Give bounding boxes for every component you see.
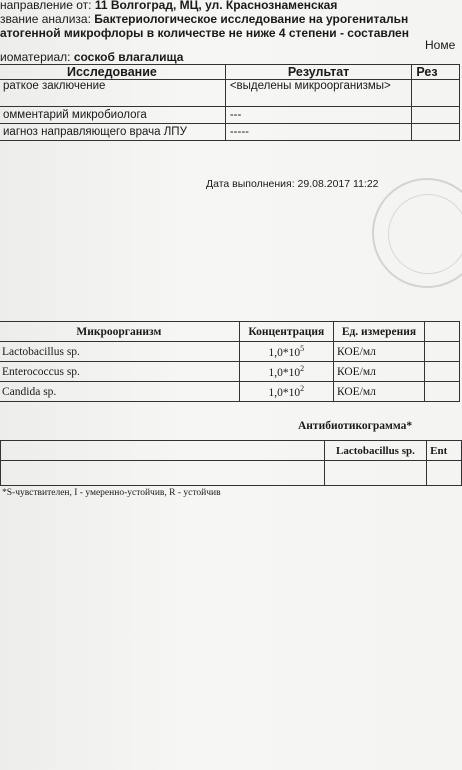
analysis-label: звание анализа: xyxy=(0,12,91,26)
study-name: раткое заключение xyxy=(0,80,225,107)
study-name: омментарий микробиолога xyxy=(0,107,225,124)
unit-value: КОЕ/мл xyxy=(333,342,424,362)
antibiogram-title: Антибиотикограмма* xyxy=(298,420,413,432)
analysis-value: Бактериологическое исследование на урогенитальн xyxy=(94,12,409,26)
concentration-exponent: 2 xyxy=(300,384,305,394)
material-line xyxy=(0,50,183,64)
referral-value: 11 Волгоград, МЦ, ул. Краснознаменская xyxy=(94,0,338,12)
material-value: соскоб влагалища xyxy=(73,50,184,64)
organism-name: Enterococcus sp. xyxy=(0,362,239,382)
referral-line xyxy=(0,0,337,12)
lab-stamp-inner xyxy=(388,194,462,274)
study-table xyxy=(0,64,460,141)
study-extra xyxy=(412,80,460,107)
organism-col-header: Микроорганизм xyxy=(0,322,239,342)
organism-name: Lactobacillus sp. xyxy=(0,342,239,362)
concentration-value xyxy=(239,382,333,402)
study-extra xyxy=(412,107,460,124)
table-row xyxy=(0,80,460,107)
table-row xyxy=(1,461,462,486)
table-row xyxy=(0,382,460,402)
microorganism-table-header xyxy=(0,322,460,342)
concentration-base: 1,0*10 xyxy=(268,366,301,379)
extra-col-header xyxy=(424,322,459,342)
number-label: Номе xyxy=(425,38,456,52)
unit-value: КОЕ/мл xyxy=(333,382,424,402)
study-result: ----- xyxy=(225,124,412,141)
table-row xyxy=(0,107,460,124)
concentration-base: 1,0*10 xyxy=(268,386,301,399)
result-extra-col-header: Рез xyxy=(412,65,460,80)
unit-value: КОЕ/мл xyxy=(333,362,424,382)
table-row xyxy=(0,362,460,382)
lab-stamp xyxy=(372,178,462,288)
completion-date: Дата выполнения: 29.08.2017 11:22 xyxy=(206,178,379,190)
concentration-value xyxy=(239,362,333,382)
study-result: --- xyxy=(225,107,412,124)
study-table-header xyxy=(0,65,460,80)
antibiogram-col-lactobacillus: Lactobacillus sp. xyxy=(324,441,426,461)
organism-name: Candida sp. xyxy=(0,382,239,402)
concentration-value xyxy=(239,342,333,362)
analysis-continuation xyxy=(0,26,409,40)
microorganism-table xyxy=(0,321,460,402)
study-name: иагноз направляющего врача ЛПУ xyxy=(0,124,225,141)
result-col-header: Результат xyxy=(225,65,412,80)
unit-col-header: Ед. измерения xyxy=(333,322,424,342)
extra-cell xyxy=(424,382,459,402)
antibiogram-empty-cell xyxy=(1,461,325,486)
analysis-line xyxy=(0,12,408,26)
antibiotic-col-header xyxy=(1,441,325,461)
analysis-value-cont: атогенной микрофлоры в количестве не ниже 4 степени - составлен xyxy=(0,26,409,40)
antibiogram-header xyxy=(1,441,462,461)
material-label: иоматериал: xyxy=(0,50,71,64)
table-row xyxy=(0,124,460,141)
study-result: <выделены микроорганизмы> xyxy=(225,80,412,107)
antibiogram-empty-cell xyxy=(427,461,462,486)
table-row xyxy=(0,342,460,362)
antibiogram-empty-cell xyxy=(324,461,426,486)
concentration-exponent: 5 xyxy=(300,344,305,354)
study-col-header: Исследование xyxy=(0,65,225,80)
study-extra xyxy=(412,124,460,141)
extra-cell xyxy=(424,342,459,362)
antibiogram-table xyxy=(0,440,462,486)
referral-label: направление от: xyxy=(0,0,92,12)
concentration-exponent: 2 xyxy=(300,364,305,374)
antibiogram-col-ent: Ent xyxy=(427,441,462,461)
concentration-base: 1,0*10 xyxy=(268,346,301,359)
extra-cell xyxy=(424,362,459,382)
concentration-col-header: Концентрация xyxy=(239,322,333,342)
footnote: *S-чувствителен, I - умеренно-устойчив, R - устойчив xyxy=(2,488,221,498)
